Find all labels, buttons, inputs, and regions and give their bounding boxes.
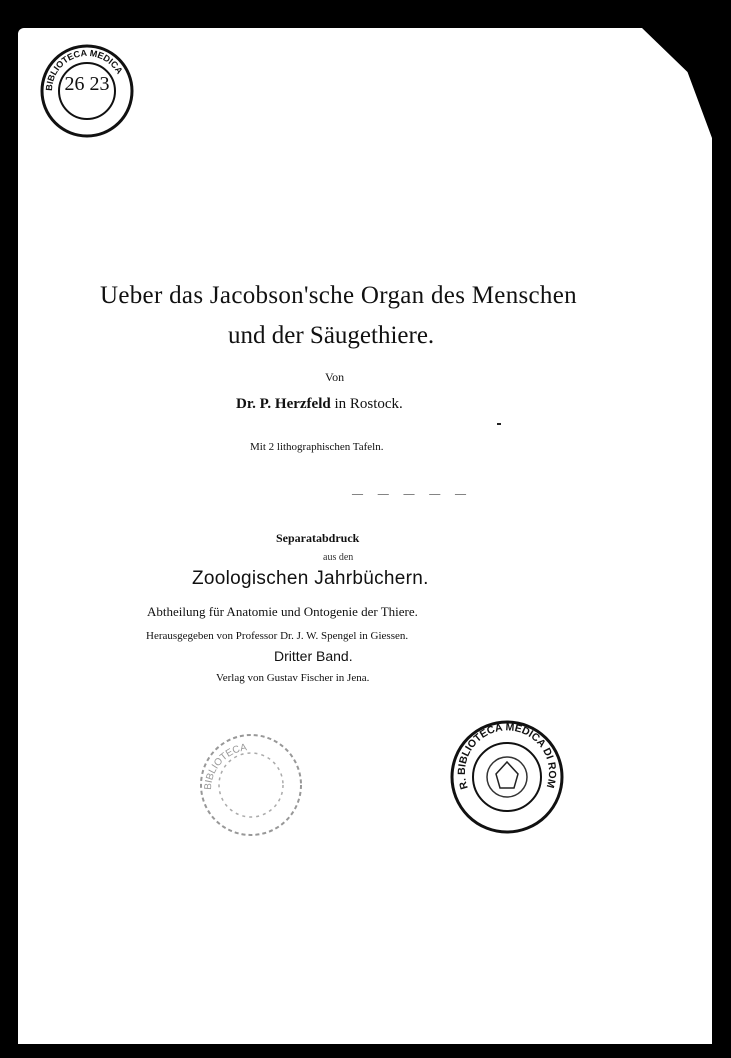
title-line-1: Ueber das Jacobson'sche Organ des Menschen xyxy=(100,282,577,309)
volume-label: Dritter Band. xyxy=(274,648,353,664)
title-line-2: und der Säugethiere. xyxy=(228,322,435,349)
editor-line: Herausgegeben von Professor Dr. J. W. Spengel in Giessen. xyxy=(146,630,409,642)
library-stamp-bottom-right xyxy=(448,718,566,836)
author-place: in Rostock. xyxy=(330,396,403,412)
author-line xyxy=(236,396,496,413)
separator-rule: — — — — — xyxy=(352,488,472,500)
stamp-number: 26 23 xyxy=(64,73,110,95)
scan-corner xyxy=(642,28,712,138)
library-stamp-top-left xyxy=(40,44,134,138)
author-name: Dr. P. Herzfeld xyxy=(236,396,331,412)
stamp-ring-text-roma: R. BIBLIOTECA MEDICA DI ROM xyxy=(455,721,559,791)
from-label: aus den xyxy=(323,552,354,563)
journal-title: Zoologischen Jahrbüchern. xyxy=(192,568,429,589)
journal-section: Abtheilung für Anatomie und Ontogenie der Thiere. xyxy=(147,604,418,619)
library-stamp-bottom-left xyxy=(196,730,306,840)
ink-speck xyxy=(497,423,501,425)
publisher-line: Verlag von Gustav Fischer in Jena. xyxy=(216,672,370,684)
offprint-label: Separatabdruck xyxy=(276,531,360,545)
by-label: Von xyxy=(325,370,345,384)
stamp-ring-text: BIBLIOTECA MEDICA xyxy=(43,47,125,92)
stamp-ring-text-faded: BIBLIOTECA xyxy=(202,742,248,791)
plates-note: Mit 2 lithographischen Tafeln. xyxy=(250,441,384,453)
